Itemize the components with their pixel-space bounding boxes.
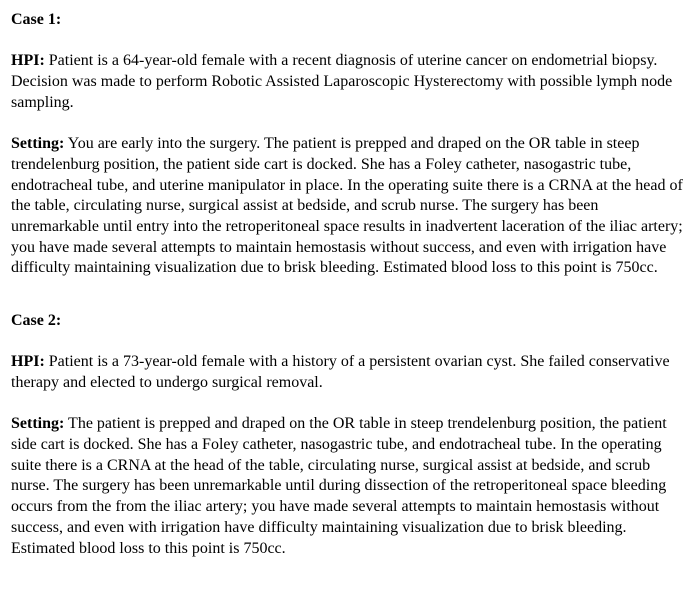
case-1-setting-paragraph xyxy=(11,134,688,279)
case-1-section xyxy=(11,10,688,279)
case-2-setting-label: Setting: xyxy=(11,415,65,433)
case-1-hpi-label: HPI: xyxy=(11,52,45,70)
case-2-hpi-paragraph xyxy=(11,352,688,393)
case-2-section xyxy=(11,300,688,559)
case-2-setting-text: The patient is prepped and draped on the OR table in steep trendelenburg position, the patient side cart is docked. She has a Foley catheter, nasogastric tube, and endotracheal tube. In the operating suite there is a CRNA at the head of the table, circulating nurse, surgical assist at bedside, and scrub nurse. The surgery has been unremarkable until during dissection of the retroperitoneal space bleeding occurs from the from the iliac artery; you have made several attempts to maintain hemostasis without success, and even with irrigation have difficulty maintaining visualization due to brisk bleeding. Estimated blood loss to this point is 750cc. xyxy=(11,415,667,557)
case-1-setting-label: Setting: xyxy=(11,135,65,153)
case-1-hpi-text: Patient is a 64-year-old female with a recent diagnosis of uterine cancer on endometrial biopsy. Decision was made to perform Robotic Assisted Laparoscopic Hysterectomy with possible lymph node sampling. xyxy=(11,52,673,111)
case-2-hpi-label: HPI: xyxy=(11,353,45,371)
case-2-hpi-text: Patient is a 73-year-old female with a history of a persistent ovarian cyst. She failed conservative therapy and elected to undergo surgical removal. xyxy=(11,353,670,391)
case-1-heading: Case 1: xyxy=(11,11,62,28)
case-2-setting-paragraph xyxy=(11,414,688,559)
case-1-setting-text: You are early into the surgery. The patient is prepped and draped on the OR table in steep trendelenburg position, the patient side cart is docked. She has a Foley catheter, nasogastric tube, endotracheal tube, and uterine manipulator in place. In the operating suite there is a CRNA at the head of the table, circulating nurse, surgical assist at bedside, and scrub nurse. The surgery has been unremarkable until entry into the retroperitoneal space results in inadvertent laceration of the iliac artery; you have made several attempts to maintain hemostasis without success, and even with irrigation have difficulty maintaining visualization due to brisk bleeding. Estimated blood loss to this point is 750cc. xyxy=(11,135,683,277)
case-1-hpi-paragraph xyxy=(11,51,688,113)
case-2-heading: Case 2: xyxy=(11,311,62,329)
